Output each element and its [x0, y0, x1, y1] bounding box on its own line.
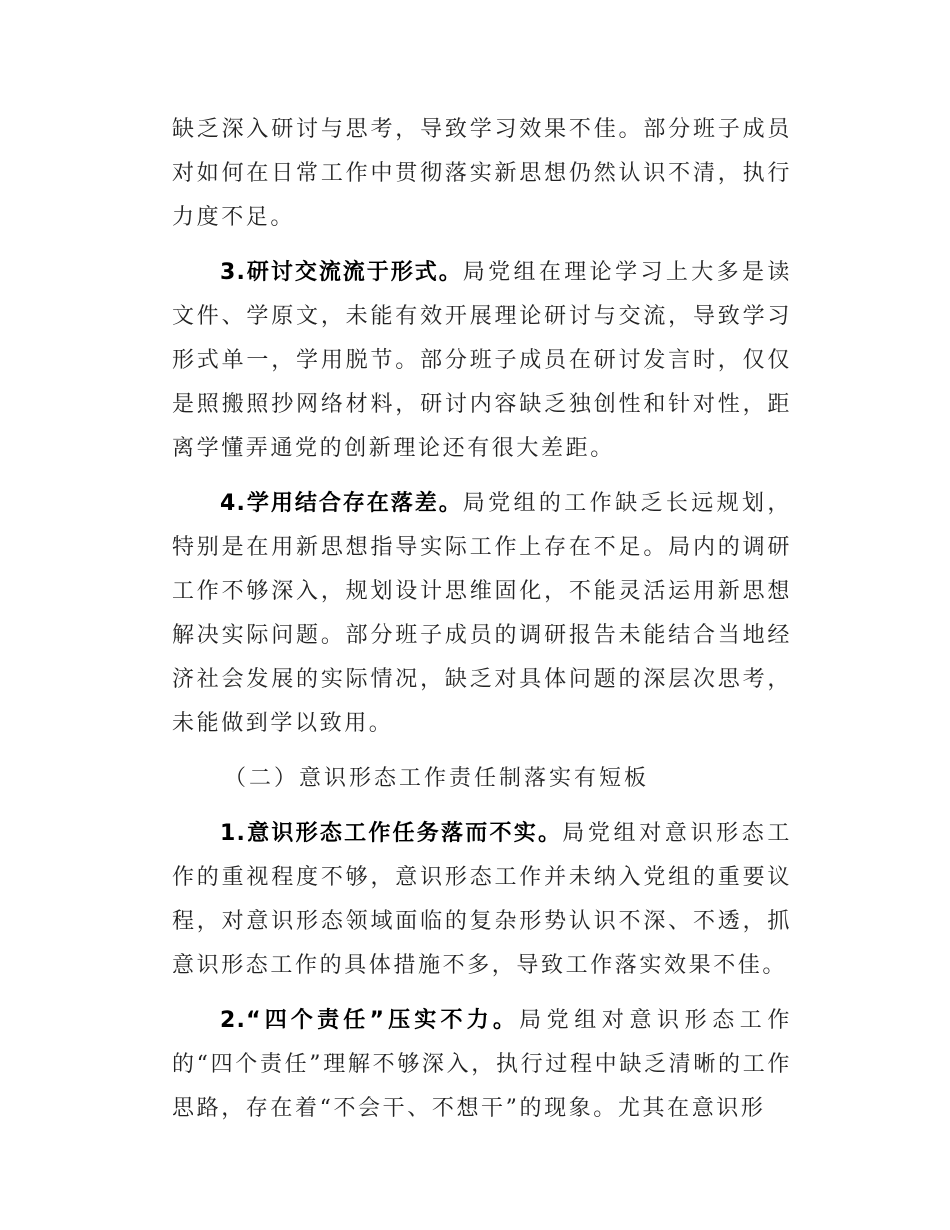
section-heading	[172, 757, 792, 801]
document-page	[172, 108, 792, 1142]
paragraph-body: 局党组的工作缺乏长远规划，特别是在用新思想指导实际工作上存在不足。局内的调研工作不够深入，规划设计思维固化，不能灵活运用新思想解决实际问题。部分班子成员的调研报告未能结合当地经济社会发展的实际情况，缺乏对具体问题的深层次思考，未能做到学以致用。	[172, 491, 792, 736]
paragraph-item-2	[172, 999, 792, 1131]
paragraph-title: 2.“四个责任”压实不力。	[220, 1008, 520, 1033]
paragraph-item-4	[172, 482, 792, 746]
section-heading-text: （二）意识形态工作责任制落实有短板	[224, 766, 650, 791]
paragraph-title: 3.研讨交流流于形式。	[220, 260, 463, 285]
paragraph-title: 4.学用结合存在落差。	[220, 491, 463, 516]
paragraph-title: 1.意识形态工作任务落而不实。	[220, 821, 563, 846]
paragraph-continuation	[172, 108, 792, 240]
paragraph-body: 局党组对意识形态工作的“四个责任”理解不够深入，执行过程中缺乏清晰的工作思路，存在着“不会干、不想干”的现象。尤其在意识形	[172, 1008, 792, 1121]
paragraph-body: 缺乏深入研讨与思考，导致学习效果不佳。部分班子成员对如何在日常工作中贯彻落实新思想仍然认识不清，执行力度不足。	[172, 117, 792, 230]
paragraph-body: 局党组在理论学习上大多是读文件、学原文，未能有效开展理论研讨与交流，导致学习形式单一，学用脱节。部分班子成员在研讨发言时，仅仅是照搬照抄网络材料，研讨内容缺乏独创性和针对性，距离学懂弄通党的创新理论还有很大差距。	[172, 260, 792, 461]
paragraph-item-3	[172, 251, 792, 471]
paragraph-body: 局党组对意识形态工作的重视程度不够，意识形态工作并未纳入党组的重要议程，对意识形态领域面临的复杂形势认识不深、不透，抓意识形态工作的具体措施不多，导致工作落实效果不佳。	[172, 821, 793, 978]
paragraph-item-1	[172, 812, 792, 988]
